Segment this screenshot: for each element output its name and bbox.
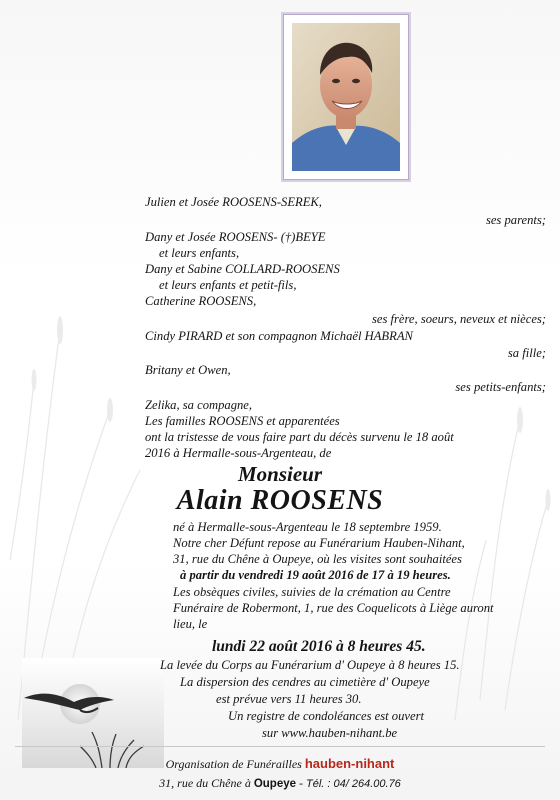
detail-line: lieu, le — [173, 617, 208, 631]
footer-address — [0, 776, 560, 791]
closing-line: La dispersion des cendres au cimetière d' Oupeye — [180, 675, 430, 689]
footer-organisation — [0, 756, 560, 772]
closing-line: Un registre de condoléances est ouvert — [228, 709, 424, 723]
family-line: Dany et Josée ROOSENS- (†)BEYE — [145, 230, 326, 244]
family-line: Julien et Josée ROOSENS-SEREK, — [145, 195, 322, 209]
family-relation: sa fille; — [507, 346, 546, 360]
visiting-hours: à partir du vendredi 19 août 2016 de 17 à 19 heures. — [180, 568, 451, 582]
closing-line: La levée du Corps au Funérarium d' Oupeye à 8 heures 15. — [160, 658, 460, 672]
family-line: Catherine ROOSENS, — [145, 294, 257, 308]
ceremony-date: lundi 22 août 2016 à 8 heures 45. — [212, 638, 426, 655]
bird-sunset-image — [22, 658, 164, 768]
family-relation: ses frère, soeurs, neveux et nièces; — [371, 312, 546, 326]
footer-town: Oupeye — [253, 778, 297, 790]
announcement-text: ont la tristesse de vous faire part du décès survenu le 18 août — [145, 430, 454, 444]
family-line: Britany et Owen, — [145, 363, 231, 377]
footer-divider — [15, 746, 545, 747]
condolence-website: sur www.hauben-nihant.be — [262, 726, 398, 740]
family-line: et leurs enfants et petit-fils, — [159, 278, 297, 292]
detail-line: 31, rue du Chêne à Oupeye, où les visites sont souhaitées — [173, 552, 462, 566]
family-line: Dany et Sabine COLLARD-ROOSENS — [145, 262, 340, 276]
family-relation: ses petits-enfants; — [455, 380, 546, 394]
closing-line: est prévue vers 11 heures 30. — [216, 692, 362, 706]
family-line: Zelika, sa compagne, — [145, 398, 253, 412]
deceased-name: Alain ROOSENS — [176, 485, 384, 516]
footer-separator: - — [299, 776, 304, 790]
detail-line: Notre cher Défunt repose au Funérarium Hauben-Nihant, — [173, 536, 465, 550]
detail-line: né à Hermalle-sous-Argenteau le 18 septembre 1959. — [173, 520, 442, 534]
footer-org-prefix: Organisation de Funérailles — [165, 757, 302, 771]
honorific: Monsieur — [237, 462, 323, 486]
funeral-home-brand: hauben-nihant — [304, 756, 395, 771]
detail-line: Funéraire de Robermont, 1, rue des Coquelicots à Liège auront — [173, 601, 494, 615]
portrait-photo — [292, 23, 400, 171]
family-line: Les familles ROOSENS et apparentées — [145, 414, 340, 428]
footer-phone: Tél. : 04/ 264.00.76 — [306, 778, 401, 790]
portrait-photo-frame — [283, 14, 409, 180]
family-relation: ses parents; — [485, 213, 546, 227]
footer-address-start: 31, rue du Chêne à — [159, 776, 251, 790]
family-line: Cindy PIRARD et son compagnon Michaël HABRAN — [145, 329, 413, 343]
family-line: et leurs enfants, — [159, 246, 240, 260]
announcement-text: 2016 à Hermalle-sous-Argenteau, de — [145, 446, 332, 460]
detail-line: Les obsèques civiles, suivies de la crémation au Centre — [173, 585, 451, 599]
